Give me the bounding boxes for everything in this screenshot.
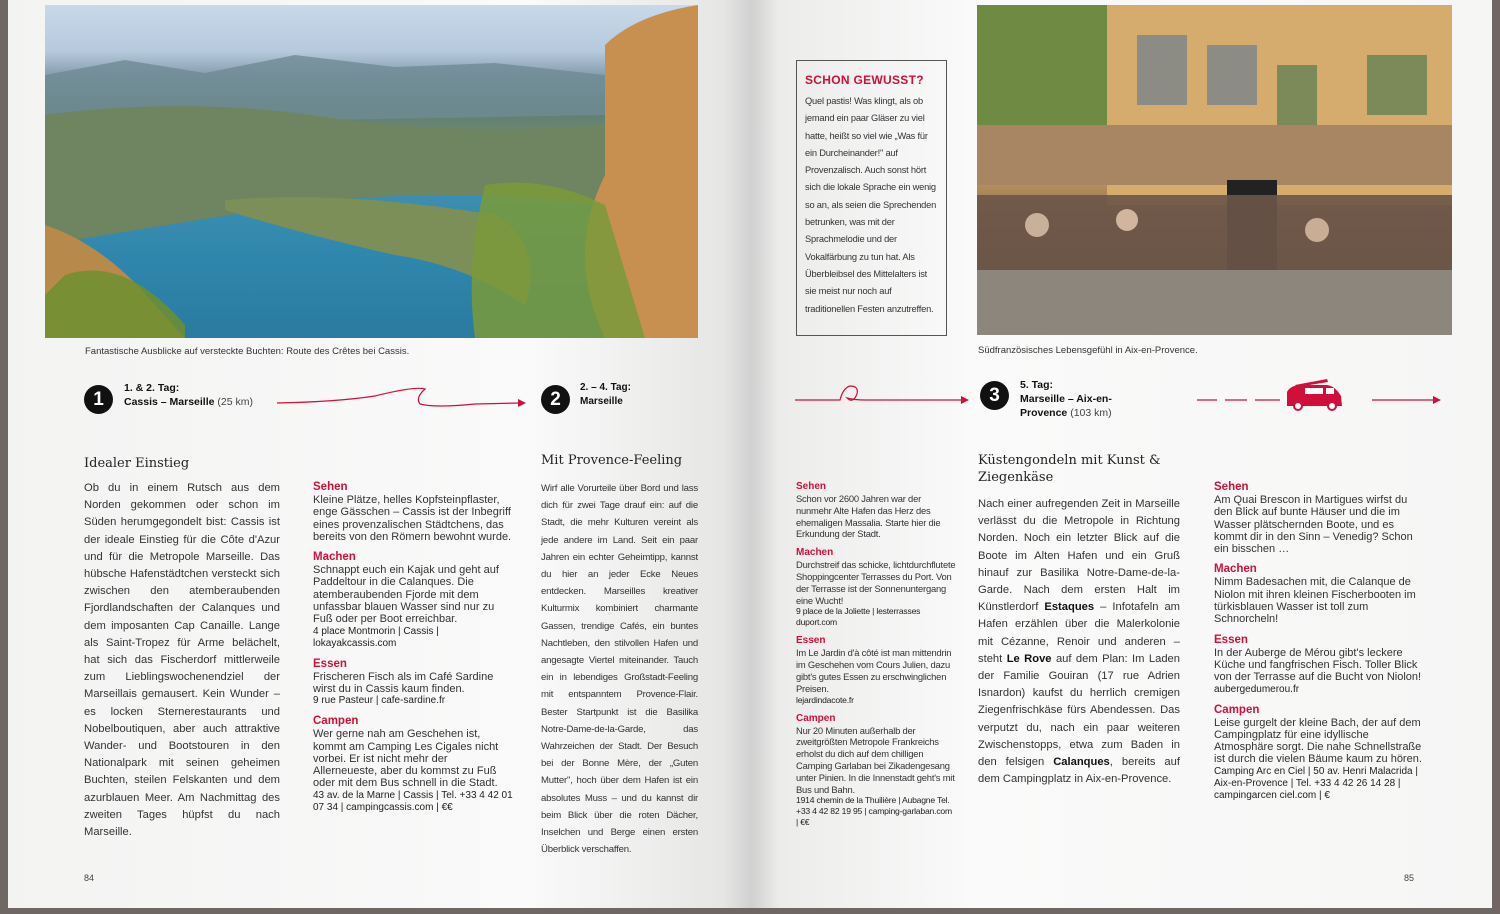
tip-text: Am Quai Brescon in Martigues wirfst du den Blick auf bunte Häuser und die im Wasser plätschernden Boote, und es kommt dir in den Sinn – Venedig? Schon ein bisschen …	[1214, 494, 1413, 556]
info-box-heading: SCHON GEWUSST?	[805, 73, 924, 87]
stop-route: Marseille	[580, 396, 623, 407]
section-heading: Idealer Einstieg	[84, 456, 190, 471]
tips-list-marseille	[796, 481, 956, 828]
page-number: 84	[84, 873, 95, 883]
tip-address: 9 rue Pasteur | cafe-sardine.fr	[313, 695, 446, 707]
tip-item-sehen	[1214, 494, 1424, 555]
tip-heading: Campen	[313, 715, 359, 728]
tip-text: Schnappt euch ein Kajak und geht auf Paddeltour in die Calanques. Die atemberaubenden Fjorde mit dem unfassbar blauen Wasser sind nur zu Fuß oder per Boot erreichbar.	[313, 564, 499, 626]
tip-text: Wer gerne nah am Geschehen ist, kommt am Camping Les Cigales nicht vorbei. Er ist nicht mehr der Allerneueste, aber du kommst zu Fuß oder mit dem Bus schnell in die Stadt.	[313, 728, 499, 790]
tip-text: Nur 20 Minuten außerhalb der zweitgrößten Metropole Frankreichs erholst du dich auf dem chilligen Camping Garlaban bei Zikadengesang unter Pinien. In die Innenstadt geht's mit Bus und Bahn.	[796, 724, 955, 795]
stop-route: Marseille – Aix-en-Provence	[1020, 393, 1112, 419]
tips-list-cassis	[313, 481, 513, 814]
info-box	[796, 60, 947, 336]
stop-days: 2. – 4. Tag:	[580, 382, 631, 393]
photo-caption-right: Südfranzösisches Lebensgefühl in Aix-en-Provence.	[978, 345, 1198, 356]
body-text: Nach einer aufregenden Zeit in Marseille verlässt du die Metropole in Richtung Norden. Noch ein letzter Blick auf die Boote im Alten Hafen und ein Gruß hinauf zur Basilika Notre-Dame-de-la-Garde. Nach dem ersten Halt im Künstlerdorf	[978, 498, 1180, 614]
page-number: 85	[1404, 873, 1415, 883]
tip-text: Nimm Badesachen mit, die Calanque de Niolon mit ihren kleinen Fischerbooten im türkisblauen Wasser ist toll zum Schnorcheln!	[1214, 576, 1416, 626]
camper-van-icon	[1287, 379, 1342, 410]
stop-number-badge: 3	[980, 381, 1009, 410]
tip-text: Kleine Plätze, helles Kopfsteinpflaster, enge Gässchen – Cassis ist der Inbegriff eines provenzalischen Städtchens, das bereits von den Römern bewohnt wurde.	[313, 494, 512, 543]
tips-list-aix	[1214, 481, 1424, 802]
tip-heading: Machen	[1214, 563, 1257, 576]
tip-heading: Sehen	[796, 481, 827, 492]
highlighted-place: Calanques	[1053, 756, 1110, 769]
tip-item-essen	[313, 671, 513, 708]
tip-text: Schon vor 2600 Jahren war der nunmehr Alte Hafen das Herz des ehemaligen Massalia. Starte hier die Erkundung der Stadt.	[796, 493, 941, 540]
route-line-dashed	[1195, 378, 1445, 412]
body-text: – Infotafeln am Hafen erzählen über die Malerkolonie mit Cézanne, Renoir und anderen – steht	[978, 601, 1180, 665]
tip-item-machen	[796, 559, 956, 628]
section-body: Ob du in einem Rutsch aus dem Norden gekommen oder schon im Süden herumgegondelt bist: Cassis ist der ideale Einstieg für die Côte d'Azur und für die Metropole Marseille. Das hübsche Hafenstädtchen versteckt sich zwischen den atemberaubenden Fjordlandschaften der Calanques und dem imposanten Cap Canaille. Lange als Saint-Tropez für Arme belächelt, hat sich das Fischerdorf mittlerweile zum Lieblingswochenendziel der Marseillais gemausert. Kein Wunder – es locken Sternerestaurants und Nobelboutiquen, aber auch attraktive Wander- und Bootstouren in den Nationalpark mit seinen geheimen Buchten, steilen Felskanten und dem azurblauen Meer. Am Nachmittag des zweiten Tages hüpfst du nach Marseille.	[84, 482, 280, 839]
tip-heading: Sehen	[313, 481, 348, 493]
tip-heading: Essen	[313, 657, 347, 670]
photo-aix-cafe	[977, 5, 1452, 335]
stop-days: 1. & 2. Tag:	[124, 382, 180, 394]
stop-number-badge: 2	[541, 385, 570, 414]
tip-heading: Machen	[796, 547, 834, 559]
tip-text: Im Le Jardin d'à côté ist man mittendrin im Geschehen vom Cours Julien, dazu gibt's gutes Essen zu erschwinglichen Preisen.	[796, 647, 952, 694]
tip-item-campen	[796, 725, 956, 829]
tip-address: 9 place de la Joliette | lesterrasses duport.com	[796, 606, 921, 628]
highlighted-place: Estaques	[1044, 601, 1095, 614]
tip-item-machen	[313, 564, 513, 649]
photo-caption-left: Fantastische Ausblicke auf versteckte Buchten: Route des Crêtes bei Cassis.	[85, 346, 410, 357]
tip-address: Camping Arc en Ciel | 50 av. Henri Malacrida | Aix-en-Provence | Tel. +33 4 42 26 14 28 | campingarcen ciel.com | €	[1214, 765, 1418, 801]
section-body: Wirf alle Vorurteile über Bord und lass dich für zwei Tage drauf ein: auf die Stadt, die mehr Kulturen vereint als jede andere im Land. Seit ein paar Jahren ein echter Geheimtipp, kannst du hier an jeder Ecke Neues entdecken. Marseilles kreativer Kulturmix kombiniert charmante Gassen, trendige Cafés, ein buntes Nachtleben, den stilvollen Hafen und angesagte Viertel miteinander. Tauch ein in lebendiges Großstadt-Feeling mit entspanntem Provence-Flair. Bester Startpunkt ist die Basilika Notre-Dame-de-la-Garde, das Wahrzeichen der Stadt. Der Besuch bei der Bonne Mère, der „Guten Mutter", hoch über dem Hafen ist ein absolutes Muss – und du kannst dir beim Blick über die roten Dächer, Inselchen und Berge einen ersten Überblick verschaffen.	[541, 483, 698, 856]
route-line-arrow	[795, 380, 970, 410]
body-text: , bereits auf dem Campingplatz in Aix-en-Provence.	[978, 756, 1180, 786]
section-body	[978, 496, 1180, 788]
tip-heading: Essen	[1214, 633, 1248, 646]
tip-address: lejardindacote.fr	[796, 694, 854, 705]
tip-text: Durchstreif das schicke, lichtdurchflutete Shoppingcenter Terrasses du Port. Von der Terrasse ist der Sonnenuntergang eine Wucht!	[796, 559, 956, 606]
tip-item-sehen	[796, 493, 956, 540]
tip-heading: Essen	[796, 635, 826, 647]
tip-text: Frischeren Fisch als im Café Sardine wirst du in Cassis kaum finden.	[313, 670, 494, 695]
stop-number-badge: 1	[84, 385, 113, 414]
stop-distance: (25 km)	[217, 396, 253, 408]
tip-address: 43 av. de la Marne | Cassis | Tel. +33 4 42 01 07 34 | campingcassis.com | €€	[313, 789, 513, 813]
tip-item-essen	[796, 647, 956, 705]
tip-item-machen	[1214, 576, 1424, 625]
tip-item-campen	[1214, 717, 1424, 802]
stop-label-2	[580, 381, 631, 409]
tip-heading: Campen	[1214, 703, 1260, 716]
highlighted-place: Le Rove	[1006, 652, 1052, 665]
section-heading: Mit Provence-Feeling	[541, 453, 683, 468]
stop-days: 5. Tag:	[1020, 379, 1054, 391]
section-heading: Küstengondeln mit Kunst & Ziegenkäse	[978, 453, 1161, 485]
tip-text: Leise gurgelt der kleine Bach, der auf dem Campingplatz für eine idyllische Atmosphäre sorgt. Die nahe Schnellstraße ist durch die vielen Bäume kaum zu hören.	[1214, 716, 1422, 766]
photo-cassis-coast	[45, 5, 698, 338]
route-line-arrow	[275, 380, 530, 415]
tip-heading: Campen	[796, 712, 836, 724]
stop-label-1	[124, 381, 253, 409]
tip-item-sehen	[313, 494, 513, 543]
tip-address: aubergedumerou.fr	[1214, 683, 1300, 695]
stop-label-3	[1020, 378, 1140, 420]
body-text: auf dem Plan: Im Laden der Familie Gouiran (17 rue Adrien Isnardon) kaufst du herrlich cremigen Ziegenfrischkäse fürs Abendessen. Das verputzt du, nach ein paar weiteren Zwischenstopps, etwa zum Baden in den felsigen	[978, 652, 1180, 769]
stop-distance: (103 km)	[1070, 407, 1112, 419]
tip-heading: Sehen	[1214, 481, 1249, 493]
info-box-text: Quel pastis! Was klingt, als ob jemand ein paar Gläser zu viel hatte, heißt so viel wie „Was für ein Durcheinander!" auf Provenzalisch. Auch sonst hört sich die lokale Sprache ein wenig so an, als seien die Sprechenden betrunken, was mit der Sprachmelodie und der Vokalfärbung zu tun hat. Als Überbleibsel des Mittelalters ist sie meist nur noch auf traditionellen Festen anzutreffen.	[805, 96, 937, 314]
stop-route: Cassis – Marseille	[124, 396, 215, 408]
tip-address: 1914 chemin de la Thuilière | Aubagne Tel. +33 4 42 82 19 95 | camping-garlaban.com | €€	[796, 795, 952, 828]
tip-item-campen	[313, 728, 513, 813]
tip-item-essen	[1214, 647, 1424, 696]
tip-address: 4 place Montmorin | Cassis | lokayakcassis.com	[313, 625, 439, 649]
tip-heading: Machen	[313, 551, 356, 564]
tip-text: In der Auberge de Mérou gibt's leckere Küche und fangfrischen Fisch. Toller Blick von der Terrasse auf die Bucht von Niolon!	[1214, 646, 1422, 684]
